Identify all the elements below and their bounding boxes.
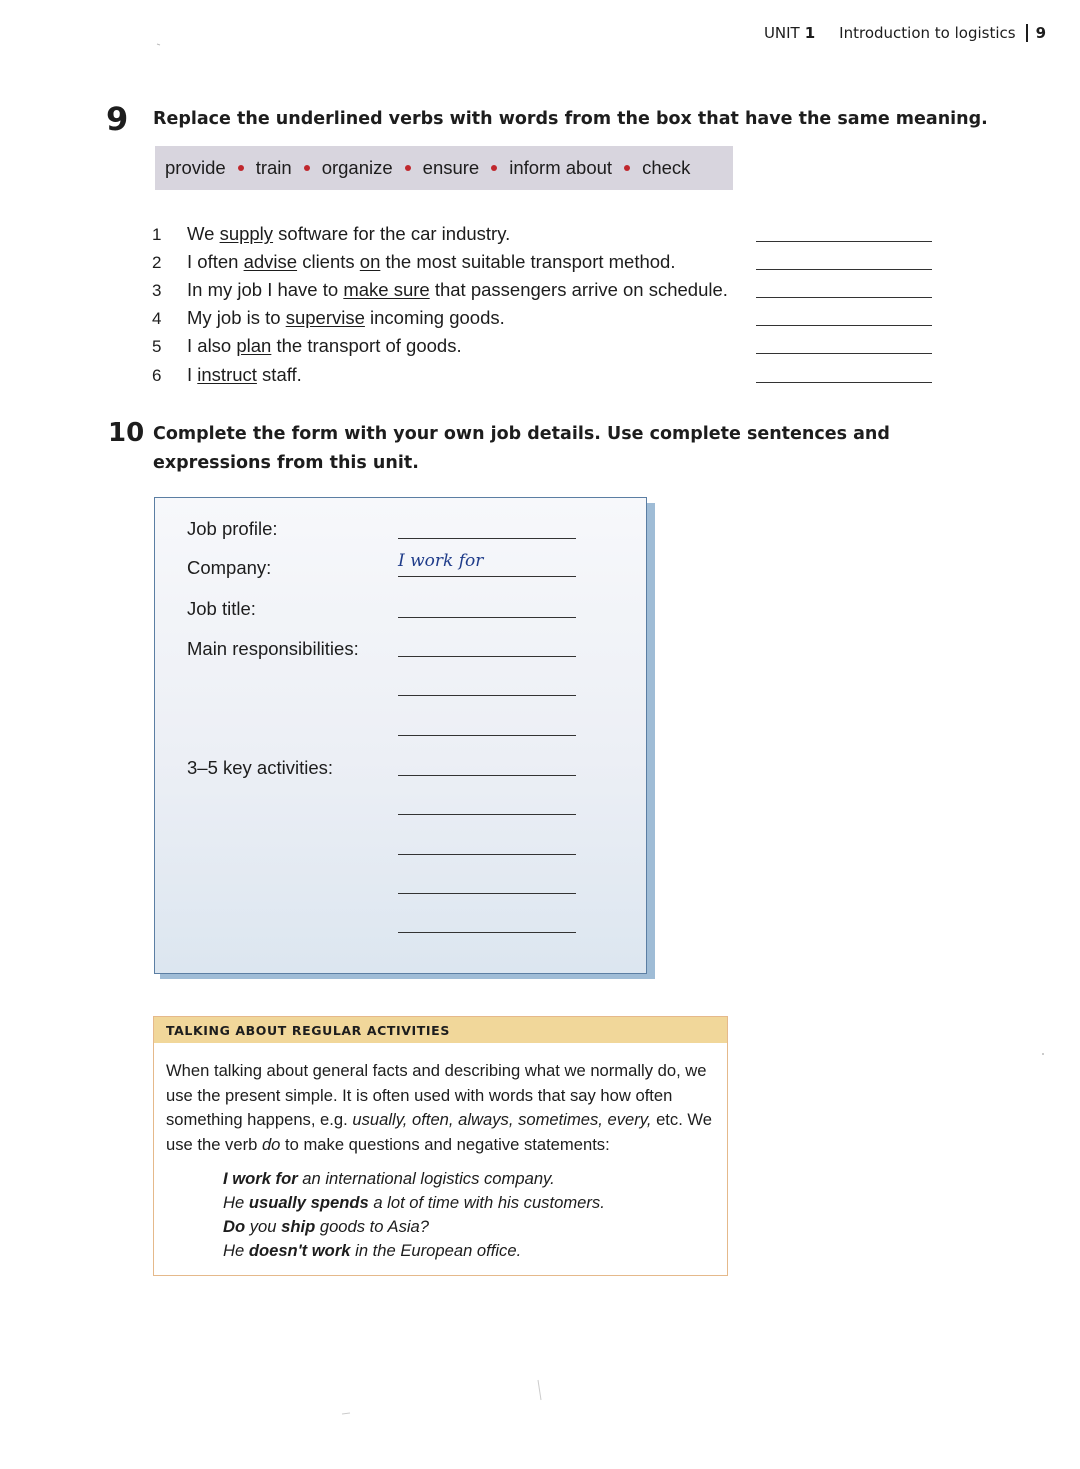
word-inform-about: inform about bbox=[509, 157, 613, 178]
activity-line-2[interactable] bbox=[398, 814, 576, 815]
answer-line[interactable] bbox=[756, 297, 932, 298]
sentence-3 bbox=[152, 279, 942, 307]
responsibility-line-2[interactable] bbox=[398, 695, 576, 696]
bullet-dot bbox=[238, 165, 244, 171]
sentence-text: I often advise clients on the most suitable transport method. bbox=[187, 251, 676, 272]
sentence-6 bbox=[152, 364, 942, 392]
frequency-words: usually, often, always, sometimes, every, bbox=[352, 1110, 652, 1129]
running-header bbox=[764, 24, 1046, 42]
activity-line-1[interactable] bbox=[398, 775, 576, 776]
company-label: Company: bbox=[187, 557, 272, 578]
sentence-number: 5 bbox=[152, 337, 162, 356]
bullet-dot bbox=[624, 165, 630, 171]
job-profile-line[interactable] bbox=[398, 538, 576, 539]
sentence-text: My job is to supervise incoming goods. bbox=[187, 307, 505, 328]
activity-line-5[interactable] bbox=[398, 932, 576, 933]
exercise-9-instruction: Replace the underlined verbs with words from the box that have the same meaning. bbox=[153, 109, 988, 129]
underlined-preposition: on bbox=[359, 251, 381, 272]
sentence-2 bbox=[152, 251, 942, 279]
underlined-verb: advise bbox=[243, 251, 298, 272]
sentence-text: In my job I have to make sure that passengers arrive on schedule. bbox=[187, 279, 728, 300]
underlined-verb: plan bbox=[236, 335, 272, 356]
example-1: I work for an international logistics company. bbox=[223, 1169, 555, 1188]
sentence-number: 1 bbox=[152, 225, 162, 244]
company-line[interactable] bbox=[398, 576, 576, 577]
underlined-verb: supply bbox=[219, 223, 274, 244]
bullet-dot bbox=[491, 165, 497, 171]
word-organize: organize bbox=[321, 157, 393, 178]
activities-label: 3–5 key activities: bbox=[187, 757, 334, 778]
example-4: He doesn't work in the European office. bbox=[223, 1241, 522, 1260]
answer-line[interactable] bbox=[756, 241, 932, 242]
header-divider bbox=[1026, 24, 1028, 42]
job-title-line[interactable] bbox=[398, 617, 576, 618]
sentence-number: 2 bbox=[152, 253, 162, 272]
activity-line-3[interactable] bbox=[398, 854, 576, 855]
underlined-verb: make sure bbox=[343, 279, 430, 300]
answer-line[interactable] bbox=[756, 353, 932, 354]
word-check: check bbox=[642, 157, 691, 178]
exercise-9-number: 9 bbox=[106, 100, 129, 138]
underlined-verb: supervise bbox=[285, 307, 365, 328]
answer-line[interactable] bbox=[756, 325, 932, 326]
company-handwritten-example: I work for bbox=[398, 551, 484, 571]
unit-title: Introduction to logistics bbox=[839, 24, 1016, 42]
sentence-text: I instruct staff. bbox=[187, 364, 302, 385]
job-details-form bbox=[154, 497, 647, 974]
word-provide: provide bbox=[165, 157, 226, 178]
sentence-4 bbox=[152, 307, 942, 335]
word-train: train bbox=[255, 157, 292, 178]
unit-label: UNIT bbox=[763, 24, 800, 42]
sentence-1 bbox=[152, 223, 942, 251]
example-3: Do you ship goods to Asia? bbox=[223, 1217, 430, 1236]
answer-line[interactable] bbox=[756, 269, 932, 270]
activity-line-4[interactable] bbox=[398, 893, 576, 894]
grammar-box bbox=[153, 1016, 728, 1276]
bullet-dot bbox=[405, 165, 411, 171]
unit-number: 1 bbox=[804, 24, 816, 42]
exercise-10-number: 10 bbox=[108, 418, 145, 448]
responsibility-line-3[interactable] bbox=[398, 735, 576, 736]
sentence-number: 3 bbox=[152, 281, 162, 300]
exercise-10-instruction: Complete the form with your own job details. Use complete sentences and expressions from this unit. bbox=[153, 424, 890, 473]
underlined-verb: instruct bbox=[197, 364, 257, 385]
answer-line[interactable] bbox=[756, 382, 932, 383]
sentence-number: 6 bbox=[152, 366, 162, 385]
grammar-examples bbox=[223, 1167, 605, 1263]
job-title-label: Job title: bbox=[187, 598, 256, 619]
sentence-text: I also plan the transport of goods. bbox=[187, 335, 462, 356]
sentence-5 bbox=[152, 335, 942, 363]
sentence-number: 4 bbox=[152, 309, 162, 328]
responsibility-line-1[interactable] bbox=[398, 656, 576, 657]
page-number: 9 bbox=[1035, 24, 1046, 42]
bullet-dot bbox=[304, 165, 310, 171]
sentence-text: We supply software for the car industry. bbox=[187, 223, 511, 244]
grammar-box-title: TALKING ABOUT REGULAR ACTIVITIES bbox=[154, 1017, 727, 1043]
job-profile-label: Job profile: bbox=[187, 518, 278, 539]
grammar-box-body: When talking about general facts and describing what we normally do, we use the present simple. It is often used with words that say how often something happens, e.g. usually, often, always, sometimes, every, etc. We use the verb do to make questions and negative statements: bbox=[166, 1061, 713, 1154]
example-2: He usually spends a lot of time with his customers. bbox=[223, 1193, 605, 1212]
word-ensure: ensure bbox=[422, 157, 480, 178]
responsibilities-label: Main responsibilities: bbox=[187, 638, 359, 659]
word-box bbox=[155, 146, 733, 190]
verb-do: do bbox=[261, 1134, 281, 1154]
